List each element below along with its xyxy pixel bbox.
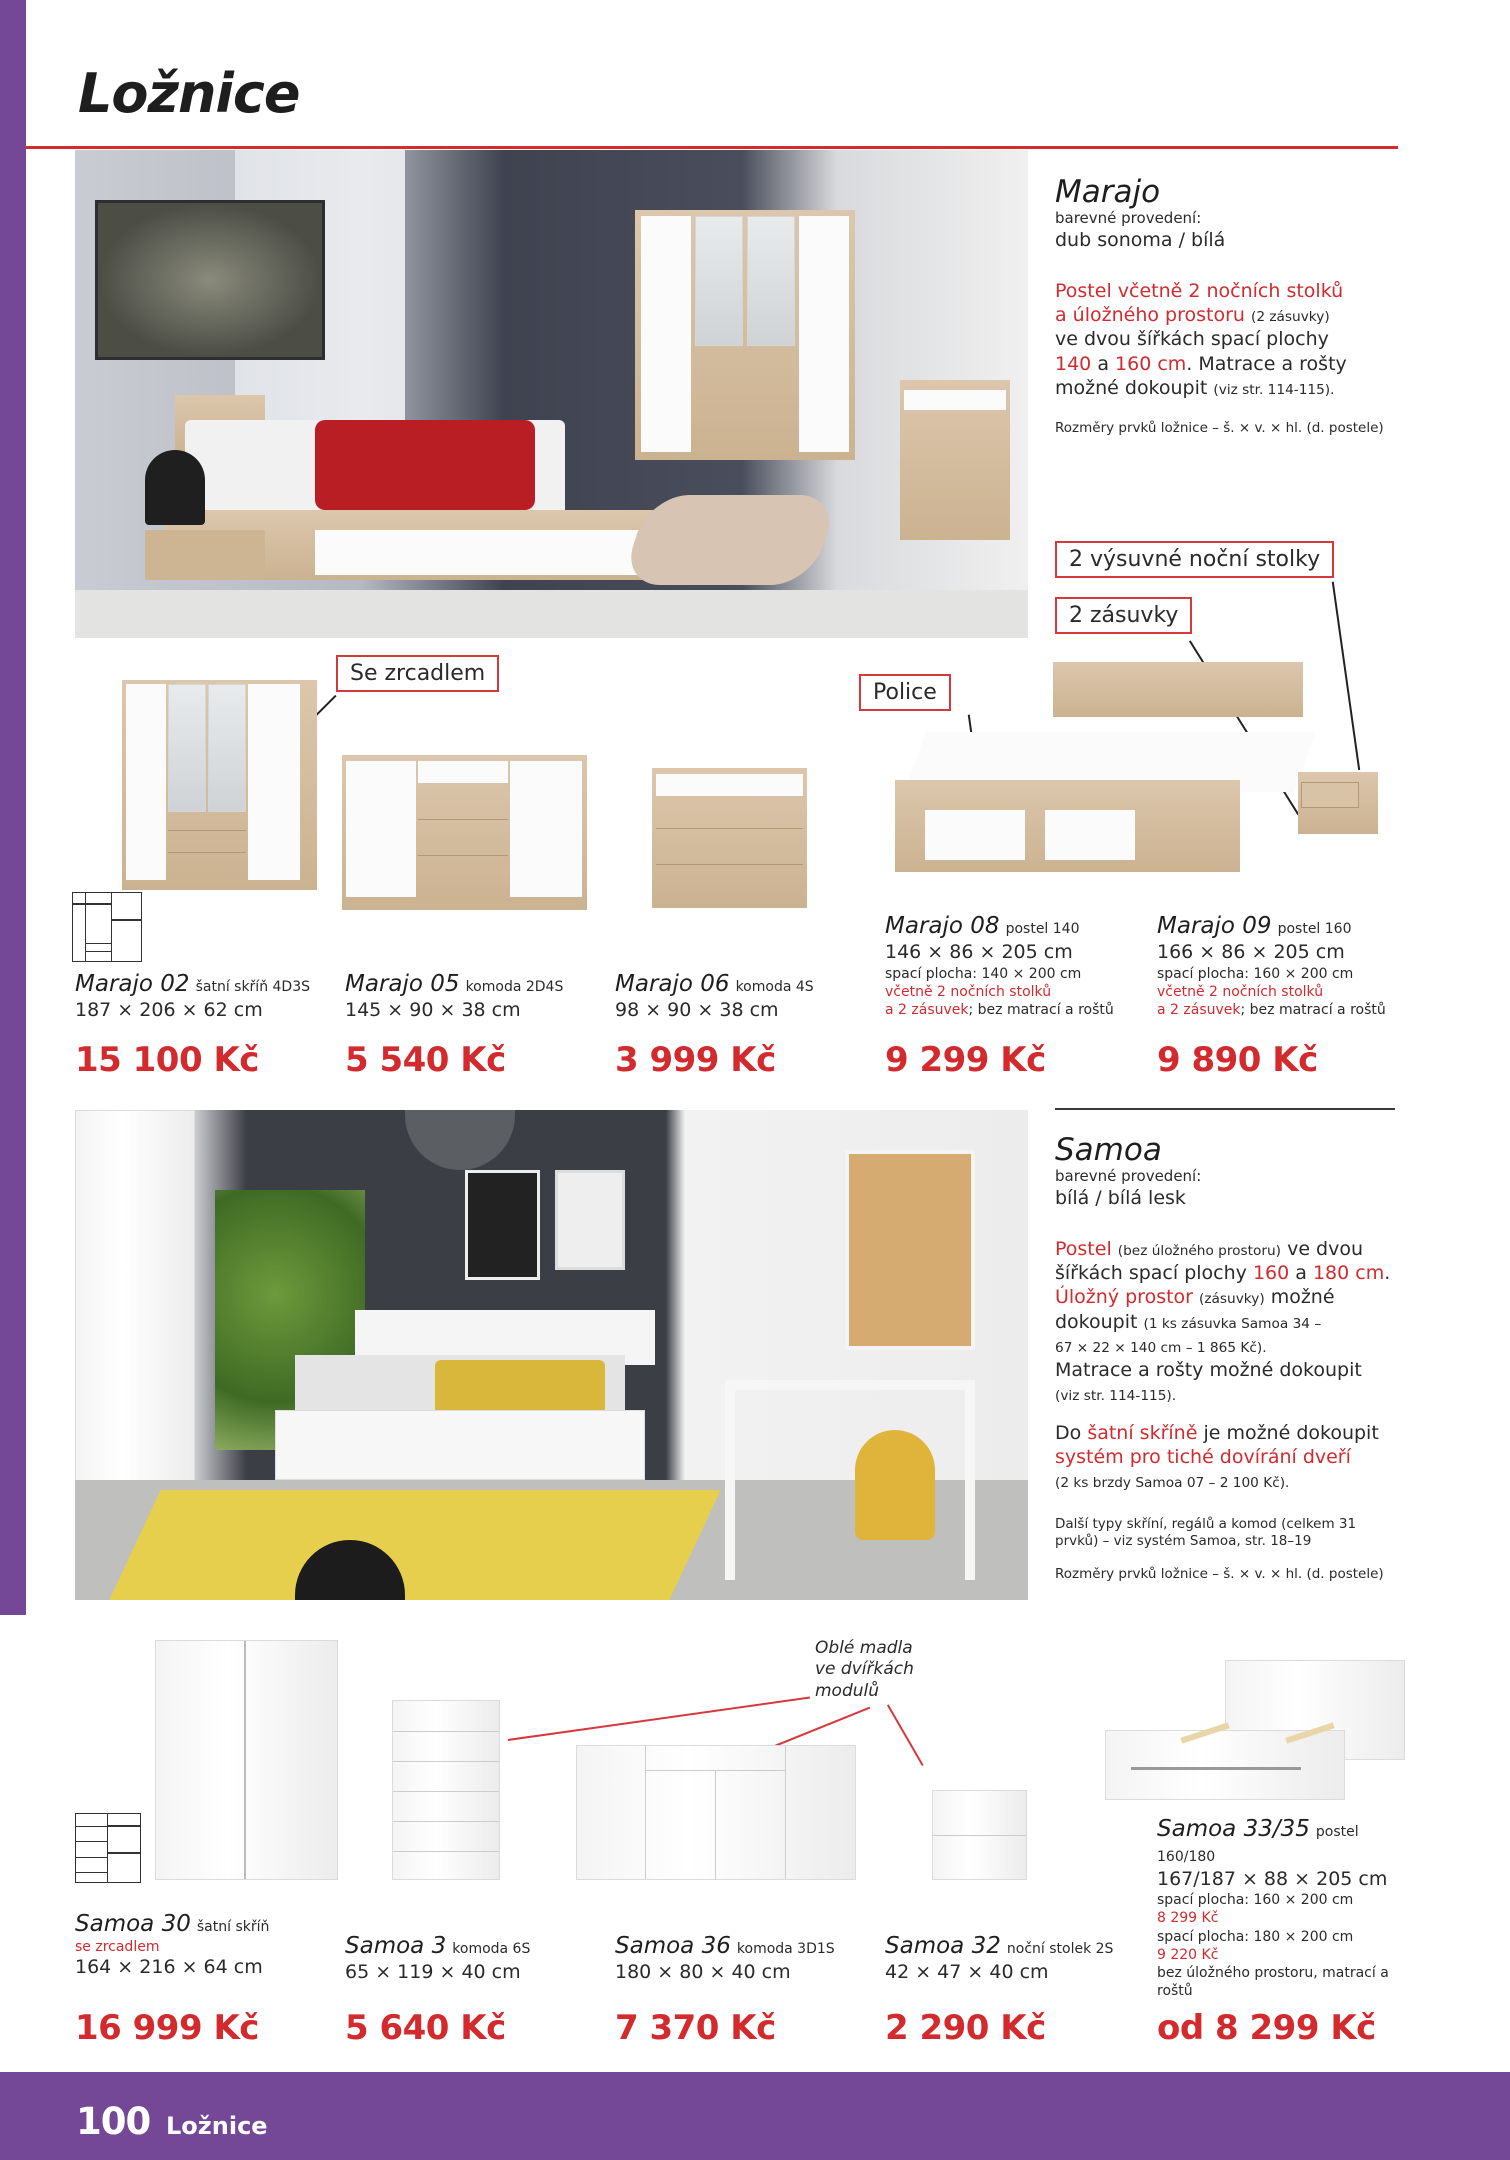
samoa-3-dresser-image	[392, 1700, 500, 1880]
product-name: Samoa 36	[615, 1933, 731, 1959]
color-label: barevné provedení:	[1055, 1167, 1202, 1186]
yellow-chair	[855, 1430, 935, 1540]
product-type: se zrcadlem	[75, 1938, 160, 1955]
product-samoa-32	[885, 1932, 1113, 1985]
dims-note: Rozměry prvků ložnice – š. × v. × hl. (d. postele)	[1055, 420, 1384, 437]
marajo-06-dresser-image	[652, 768, 807, 908]
marajo-description	[1055, 279, 1405, 401]
price-marajo-05: 5 540 Kč	[345, 1040, 506, 1080]
product-marajo-06	[615, 970, 814, 1023]
yellow-rug	[109, 1490, 720, 1600]
marajo-02-wardrobe-image	[122, 680, 317, 890]
desc-text: možné	[1270, 1286, 1335, 1309]
desc-text: 160 cm	[1115, 352, 1187, 375]
product-marajo-02	[75, 970, 310, 1023]
desc-text: Postel	[1055, 1237, 1112, 1260]
desc-text: šatní skříně	[1087, 1421, 1198, 1444]
bed-frame	[275, 1410, 645, 1480]
product-spec: spací plocha: 160 × 200 cm	[1157, 965, 1354, 982]
product-type: komoda 2D4S	[465, 979, 564, 995]
floor	[75, 590, 1028, 638]
marajo-room-photo	[75, 150, 1028, 638]
product-spec: bez úložného prostoru, matrací a roštů	[1157, 1965, 1389, 2000]
callout-drawers: 2 zásuvky	[1055, 597, 1192, 634]
product-dims: 145 × 90 × 38 cm	[345, 998, 521, 1021]
poster	[465, 1170, 540, 1280]
desc-text: (2 zásuvky)	[1251, 308, 1330, 325]
variant-price: 8 299 Kč	[1157, 1910, 1219, 1927]
product-type: šatní skříň	[196, 1919, 270, 1935]
callout-mirror: Se zrcadlem	[336, 655, 499, 692]
product-type: šatní skříň 4D3S	[195, 979, 311, 995]
desc-text: ve dvou	[1287, 1237, 1364, 1260]
desc-text: (viz str. 114-115).	[1055, 1388, 1177, 1405]
product-name: Samoa 32	[885, 1933, 1001, 1959]
desc-text: a	[1295, 1261, 1307, 1284]
samoa-info	[1055, 1133, 1410, 1584]
other-types-note: Další typy skříní, regálů a komod (celkem 31 prvků) – viz systém Samoa, str. 18–19	[1055, 1515, 1357, 1549]
side-stripe	[0, 0, 26, 1615]
product-dims: 65 × 119 × 40 cm	[345, 1960, 521, 1983]
series-name: Marajo	[1055, 174, 1161, 210]
desc-text: (2 ks brzdy Samoa 07 – 2 100 Kč).	[1055, 1475, 1290, 1492]
product-name: Marajo 02	[75, 971, 190, 997]
desc-text: (zásuvky)	[1199, 1291, 1265, 1308]
yellow-throw	[435, 1360, 605, 1415]
product-spec: ; bez matrací a roštů	[968, 1001, 1114, 1018]
samoa-30-layout-diagram	[75, 1813, 141, 1883]
product-type: komoda 4S	[735, 979, 814, 995]
product-spec: včetně 2 nočních stolků	[885, 983, 1052, 1000]
product-samoa-3	[345, 1932, 530, 1985]
product-name: Samoa 30	[75, 1911, 191, 1937]
desc-text: 67 × 22 × 140 cm – 1 865 Kč).	[1055, 1339, 1267, 1356]
product-dims: 166 × 86 × 205 cm	[1157, 940, 1345, 963]
footer-section: Ložnice	[166, 2112, 268, 2140]
price-samoa-33-35: od 8 299 Kč	[1157, 2008, 1376, 2048]
section-divider	[1055, 1108, 1395, 1110]
product-type: postel 140	[1005, 921, 1080, 937]
price-marajo-06: 3 999 Kč	[615, 1040, 776, 1080]
price-marajo-09: 9 890 Kč	[1157, 1040, 1318, 1080]
desc-text: Postel včetně 2 nočních stolků	[1055, 279, 1344, 302]
desc-text: a	[1097, 352, 1109, 375]
series-name: Samoa	[1055, 1132, 1162, 1168]
desc-text: dokoupit	[1055, 1310, 1138, 1333]
product-type: komoda 3D1S	[736, 1941, 835, 1957]
wardrobe-in-photo	[635, 210, 855, 460]
desk	[725, 1380, 975, 1580]
product-dims: 98 × 90 × 38 cm	[615, 998, 779, 1021]
product-name: Marajo 06	[615, 971, 730, 997]
desc-text: a úložného prostoru	[1055, 303, 1245, 326]
samoa-room-photo	[75, 1110, 1028, 1600]
desc-text: 140	[1055, 352, 1092, 375]
product-samoa-33-35	[1157, 1815, 1407, 2000]
rug	[620, 495, 839, 585]
color-label: barevné provedení:	[1055, 209, 1202, 228]
samoa-bed-image	[1105, 1650, 1405, 1800]
desc-text: (1 ks zásuvka Samoa 34 –	[1143, 1315, 1322, 1332]
mirror-wall	[845, 1150, 975, 1350]
desc-text: šířkách spací plochy	[1055, 1261, 1247, 1284]
product-marajo-05	[345, 970, 563, 1023]
samoa-36-dresser-image	[576, 1745, 856, 1880]
product-name: Samoa 33/35	[1157, 1816, 1310, 1842]
product-samoa-36	[615, 1932, 835, 1985]
wall-painting	[95, 200, 325, 360]
desc-text: 180 cm	[1312, 1261, 1385, 1284]
desc-text: systém pro tiché dovírání dveří	[1055, 1446, 1351, 1469]
desc-text: Úložný prostor	[1055, 1286, 1193, 1309]
samoa-32-nightstand-image	[932, 1790, 1027, 1880]
price-samoa-30: 16 999 Kč	[75, 2008, 259, 2048]
price-marajo-02: 15 100 Kč	[75, 1040, 259, 1080]
variant-price: 9 220 Kč	[1157, 1946, 1219, 1963]
product-name: Marajo 08	[885, 913, 1000, 939]
product-type: postel 160/180	[1157, 1824, 1359, 1865]
price-marajo-08: 9 299 Kč	[885, 1040, 1046, 1080]
red-blanket	[315, 420, 535, 510]
desc-text: (viz str. 114-115).	[1213, 381, 1335, 398]
poster	[555, 1170, 625, 1270]
nightstand-in-photo	[145, 530, 265, 580]
product-dims: 167/187 × 88 × 205 cm	[1157, 1867, 1388, 1890]
marajo-05-dresser-image	[342, 755, 587, 910]
product-spec: a 2 zásuvek	[885, 1001, 969, 1018]
marajo-info	[1055, 175, 1405, 437]
desc-text: .	[1384, 1261, 1391, 1284]
pointer-line	[887, 1704, 923, 1765]
product-spec: spací plocha: 160 × 200 cm	[1157, 1892, 1354, 1909]
product-spec: a 2 zásuvek	[1157, 1001, 1241, 1018]
page-title: Ložnice	[78, 62, 300, 125]
pointer-line	[508, 1697, 810, 1741]
color-value: dub sonoma / bílá	[1055, 229, 1226, 252]
product-name: Samoa 3	[345, 1933, 447, 1959]
product-dims: 164 × 216 × 64 cm	[75, 1956, 263, 1979]
product-spec: spací plocha: 140 × 200 cm	[885, 965, 1082, 982]
desc-text: Matrace a rošty možné dokoupit	[1055, 1359, 1362, 1382]
product-dims: 146 × 86 × 205 cm	[885, 940, 1073, 963]
page-number: 100	[76, 2100, 151, 2143]
callout-nightstands: 2 výsuvné noční stolky	[1055, 541, 1334, 578]
product-type: noční stolek 2S	[1006, 1941, 1114, 1957]
desc-text: ve dvou šířkách spací plochy	[1055, 328, 1329, 351]
product-spec: ; bez matrací a roštů	[1240, 1001, 1386, 1018]
product-samoa-30	[75, 1910, 269, 1980]
lamp	[145, 450, 205, 525]
title-rule	[26, 146, 1398, 149]
desc-text: 160	[1252, 1261, 1290, 1284]
product-spec: spací plocha: 180 × 200 cm	[1157, 1928, 1354, 1945]
pendant-lamp	[405, 1110, 515, 1170]
desc-text: možné dokoupit	[1055, 376, 1208, 399]
product-spec: včetně 2 nočních stolků	[1157, 983, 1324, 1000]
color-value: bílá / bílá lesk	[1055, 1187, 1186, 1210]
product-dims: 42 × 47 × 40 cm	[885, 1960, 1049, 1983]
price-samoa-36: 7 370 Kč	[615, 2008, 776, 2048]
price-samoa-3: 5 640 Kč	[345, 2008, 506, 2048]
product-dims: 180 × 80 × 40 cm	[615, 1960, 791, 1983]
marajo-bed-image	[895, 662, 1365, 862]
product-dims: 187 × 206 × 62 cm	[75, 998, 263, 1021]
product-name: Marajo 05	[345, 971, 460, 997]
desc-text: Do	[1055, 1421, 1082, 1444]
price-samoa-32: 2 290 Kč	[885, 2008, 1046, 2048]
samoa-30-wardrobe-image	[155, 1640, 338, 1880]
callout-shelf: Police	[859, 674, 951, 711]
dresser-in-photo	[900, 380, 1010, 540]
dims-note: Rozměry prvků ložnice – š. × v. × hl. (d. postele)	[1055, 1566, 1384, 1583]
desc-text: je možné dokoupit	[1203, 1421, 1379, 1444]
footer-bar	[0, 2072, 1510, 2160]
handles-callout: Oblé madla ve dvířkách modulů	[815, 1638, 914, 1701]
product-marajo-08	[885, 912, 1145, 1019]
product-type: postel 160	[1277, 921, 1352, 937]
product-type: komoda 6S	[452, 1941, 531, 1957]
product-marajo-09	[1157, 912, 1417, 1019]
desc-text: (bez úložného prostoru)	[1117, 1242, 1282, 1259]
wardrobe-note	[1055, 1421, 1410, 1494]
marajo-02-layout-diagram	[72, 892, 142, 962]
desc-text: . Matrace a rošty	[1186, 352, 1347, 375]
product-name: Marajo 09	[1157, 913, 1272, 939]
samoa-description	[1055, 1237, 1410, 1407]
